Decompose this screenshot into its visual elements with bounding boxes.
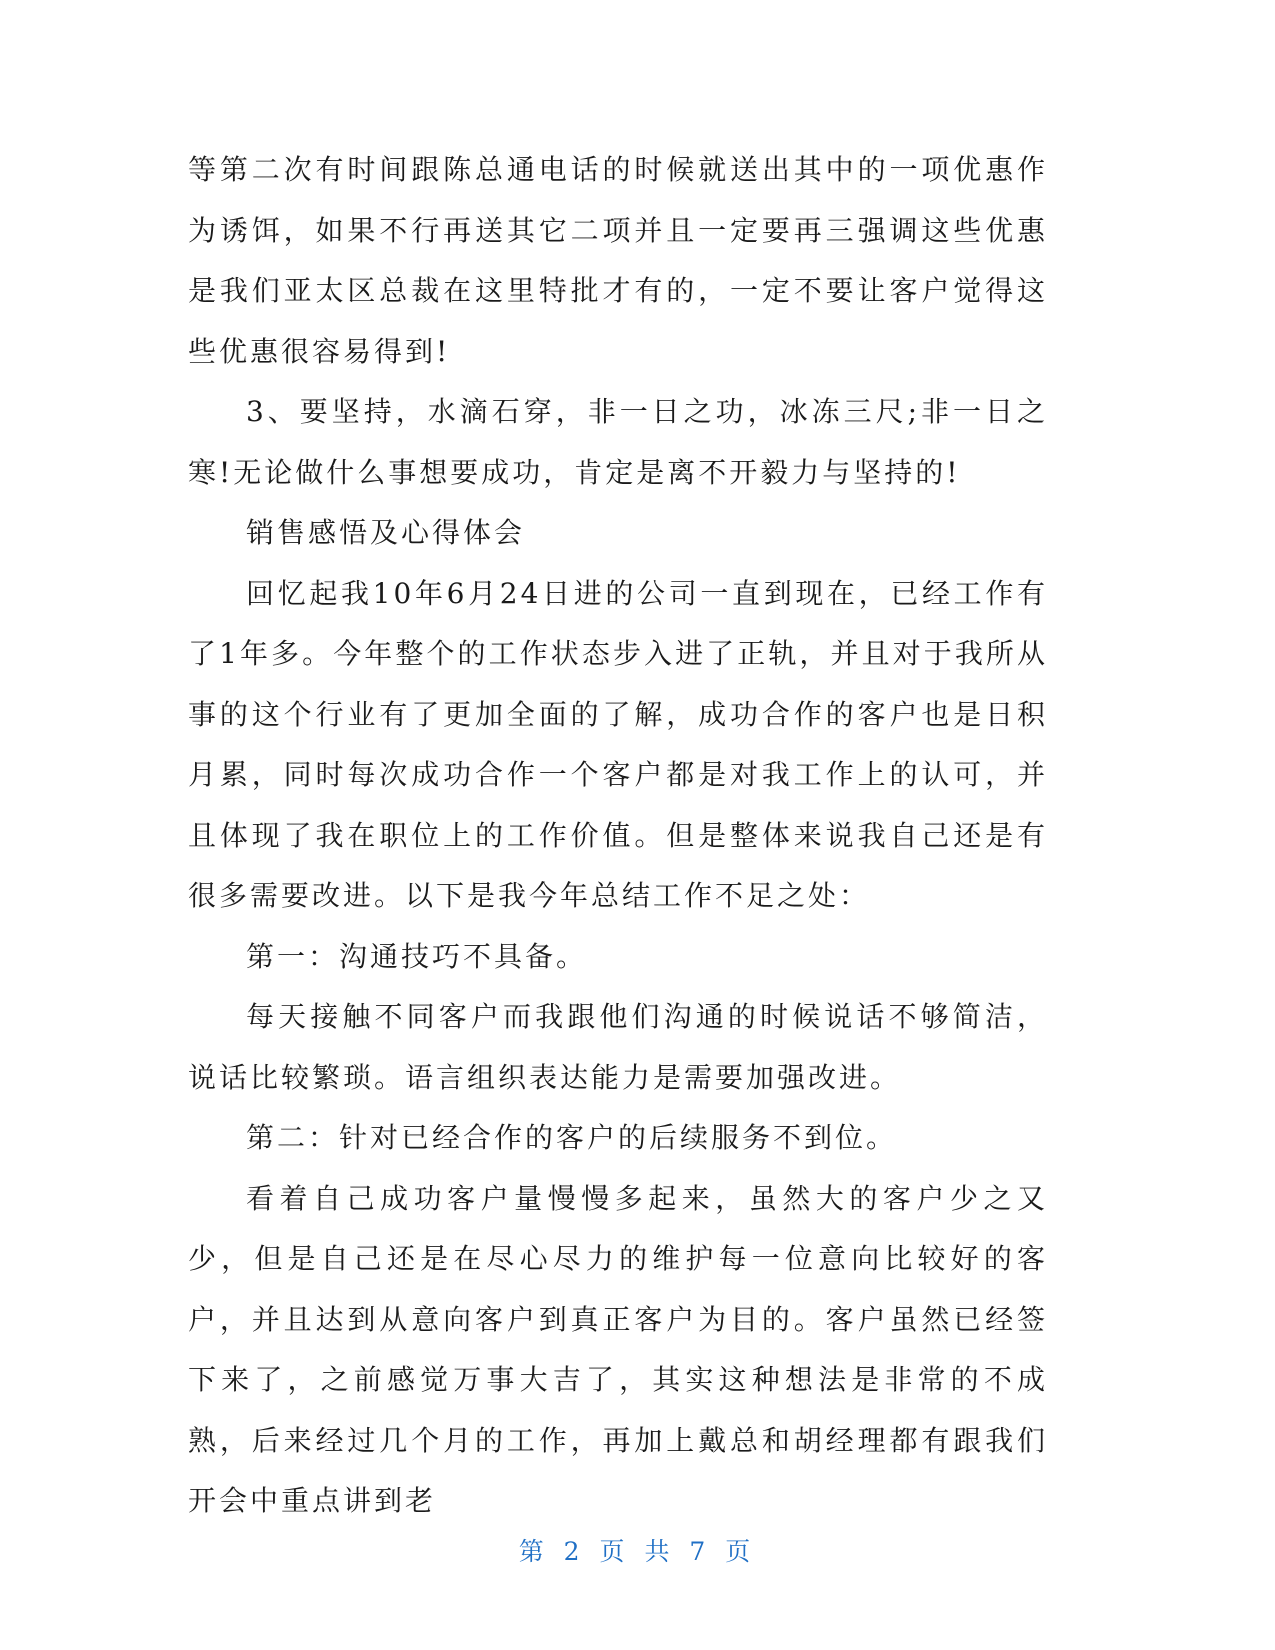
paragraph-1: 等第二次有时间跟陈总通电话的时候就送出其中的一项优惠作为诱饵，如果不行再送其它二项并且一定要再三强调这些优惠是我们亚太区总裁在这里特批才有的，一定不要让客户觉得这些优惠很容易得到!: [188, 153, 1048, 368]
document-body: [188, 140, 1048, 1532]
paragraph-2: 3、要坚持，水滴石穿，非一日之功，冰冻三尺;非一日之寒!无论做什么事想要成功，肯定是离不开毅力与坚持的!: [188, 395, 1048, 489]
section-heading: 销售感悟及心得体会: [246, 516, 526, 549]
paragraph-8: 看着自己成功客户量慢慢多起来，虽然大的客户少之又少，但是自己还是在尽心尽力的维护每一位意向比较好的客户，并且达到从意向客户到真正客户为目的。客户虽然已经签下来了，之前感觉万事大吉了，其实这种想法是非常的不成熟，后来经过几个月的工作，再加上戴总和胡经理都有跟我们开会中重点讲到老: [188, 1181, 1048, 1517]
point-one-heading: 第一：沟通技巧不具备。: [246, 939, 588, 973]
point-two-heading: 第二：针对已经合作的客户的后续服务不到位。: [246, 1121, 898, 1154]
paragraph-4: 回忆起我10年6月24日进的公司一直到现在，已经工作有了1年多。今年整个的工作状态步入进了正轨，并且对于我所从事的这个行业有了更加全面的了解，成功合作的客户也是日积月累，同时每次成功合作一个客户都是对我工作上的认可，并且体现了我在职位上的工作价值。但是整体来说我自己还是有很多需要改进。以下是我今年总结工作不足之处：: [188, 576, 1048, 912]
paragraph-6: 每天接触不同客户而我跟他们沟通的时候说话不够简洁，说话比较繁琐。语言组织表达能力是需要加强改进。: [188, 1000, 1048, 1094]
page-number-footer: 第 2 页 共 7 页: [518, 1537, 757, 1566]
